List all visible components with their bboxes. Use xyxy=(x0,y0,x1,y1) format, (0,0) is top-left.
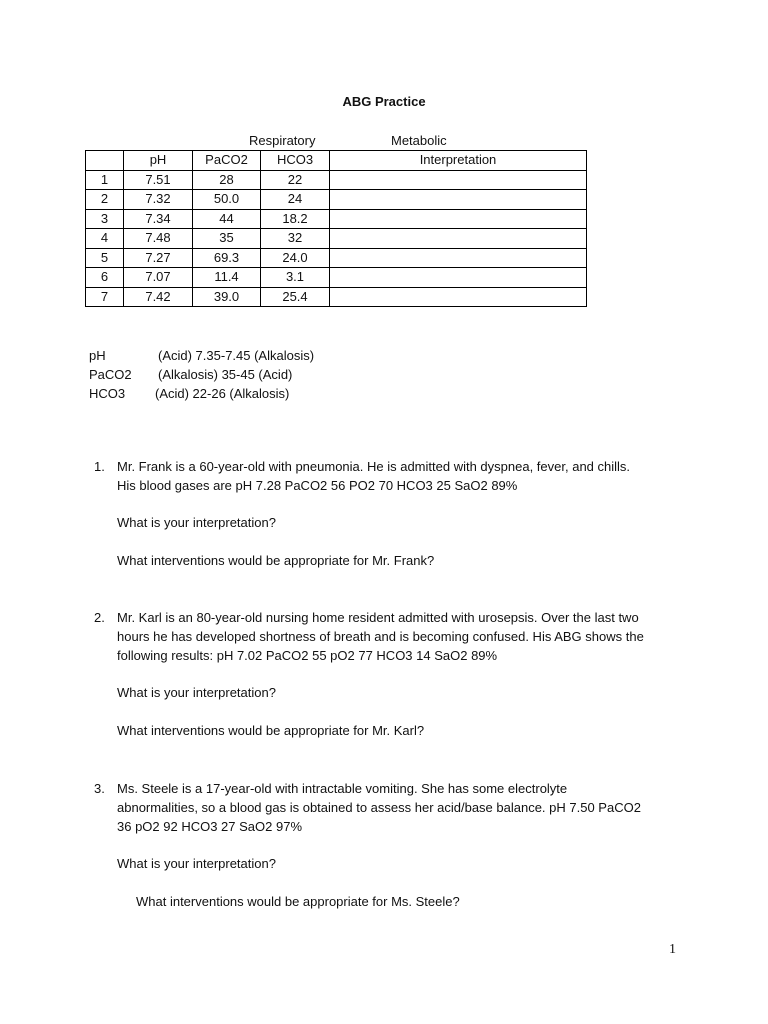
question-line: Mr. Karl is an 80-year-old nursing home resident admitted with urosepsis. Over the last two xyxy=(117,610,639,625)
range-value: (Acid) 22-26 (Alkalosis) xyxy=(155,386,290,401)
ph-cell: 7.48 xyxy=(124,229,193,249)
interventions-prompt: What interventions would be appropriate for Mr. Karl? xyxy=(117,723,425,738)
interpretation-cell xyxy=(330,170,587,190)
question-line: Mr. Frank is a 60-year-old with pneumonia. He is admitted with dyspnea, fever, and chills. xyxy=(117,459,631,474)
column-header-paco2: PaCO2 xyxy=(193,151,261,171)
range-label: HCO3 xyxy=(89,386,126,401)
table-row xyxy=(86,229,587,249)
range-value: (Acid) 7.35-7.45 (Alkalosis) xyxy=(158,348,315,363)
interpretation-prompt: What is your interpretation? xyxy=(117,856,276,871)
column-header-interpretation: Interpretation xyxy=(330,151,587,171)
row-index: 6 xyxy=(86,268,124,288)
respiratory-header: Respiratory xyxy=(249,133,316,148)
hco3-cell: 32 xyxy=(261,229,330,249)
row-index: 2 xyxy=(86,190,124,210)
row-index: 5 xyxy=(86,248,124,268)
paco2-cell: 44 xyxy=(193,209,261,229)
question-text xyxy=(117,779,677,836)
row-index: 7 xyxy=(86,287,124,307)
paco2-cell: 69.3 xyxy=(193,248,261,268)
interpretation-prompt: What is your interpretation? xyxy=(117,685,276,700)
hco3-cell: 18.2 xyxy=(261,209,330,229)
paco2-cell: 28 xyxy=(193,170,261,190)
range-value: (Alkalosis) 35-45 (Acid) xyxy=(158,367,293,382)
question-line: hours he has developed shortness of breath and is becoming confused. His ABG shows the xyxy=(117,629,644,644)
page-number: 1 xyxy=(669,942,676,957)
interpretation-cell xyxy=(330,287,587,307)
question-line: abnormalities, so a blood gas is obtained to assess her acid/base balance. pH 7.50 PaCO2 xyxy=(117,800,641,815)
question-number: 3. xyxy=(94,781,105,796)
table-row xyxy=(86,170,587,190)
range-label: pH xyxy=(89,348,106,363)
question-line: 36 pO2 92 HCO3 27 SaO2 97% xyxy=(117,819,303,834)
ph-cell: 7.32 xyxy=(124,190,193,210)
question-text xyxy=(117,457,677,495)
hco3-cell: 24 xyxy=(261,190,330,210)
ph-cell: 7.07 xyxy=(124,268,193,288)
row-index: 3 xyxy=(86,209,124,229)
interpretation-cell xyxy=(330,209,587,229)
row-index: 4 xyxy=(86,229,124,249)
column-header-index xyxy=(86,151,124,171)
question-text xyxy=(117,608,677,665)
hco3-cell: 3.1 xyxy=(261,268,330,288)
question-line: following results: pH 7.02 PaCO2 55 pO2 77 HCO3 14 SaO2 89% xyxy=(117,648,498,663)
interventions-prompt: What interventions would be appropriate for Mr. Frank? xyxy=(117,553,435,568)
ph-cell: 7.34 xyxy=(124,209,193,229)
table-row xyxy=(86,248,587,268)
abg-table xyxy=(85,150,587,307)
ph-cell: 7.27 xyxy=(124,248,193,268)
table-row xyxy=(86,209,587,229)
ph-cell: 7.51 xyxy=(124,170,193,190)
hco3-cell: 22 xyxy=(261,170,330,190)
column-header-ph: pH xyxy=(124,151,193,171)
interpretation-cell xyxy=(330,190,587,210)
row-index: 1 xyxy=(86,170,124,190)
hco3-cell: 24.0 xyxy=(261,248,330,268)
table-header-row xyxy=(86,151,587,171)
ph-cell: 7.42 xyxy=(124,287,193,307)
table-row xyxy=(86,190,587,210)
paco2-cell: 39.0 xyxy=(193,287,261,307)
question-line: His blood gases are pH 7.28 PaCO2 56 PO2 70 HCO3 25 SaO2 89% xyxy=(117,478,518,493)
metabolic-header: Metabolic xyxy=(391,133,447,148)
question-line: Ms. Steele is a 17-year-old with intractable vomiting. She has some electrolyte xyxy=(117,781,568,796)
question-number: 2. xyxy=(94,610,105,625)
interpretation-cell xyxy=(330,229,587,249)
paco2-cell: 11.4 xyxy=(193,268,261,288)
interpretation-cell xyxy=(330,248,587,268)
interpretation-prompt: What is your interpretation? xyxy=(117,515,276,530)
table-row xyxy=(86,268,587,288)
question-number: 1. xyxy=(94,459,105,474)
document-title: ABG Practice xyxy=(342,94,426,109)
interventions-prompt: What interventions would be appropriate for Ms. Steele? xyxy=(136,894,460,909)
interpretation-cell xyxy=(330,268,587,288)
range-label: PaCO2 xyxy=(89,367,132,382)
table-row xyxy=(86,287,587,307)
paco2-cell: 50.0 xyxy=(193,190,261,210)
column-header-hco3: HCO3 xyxy=(261,151,330,171)
paco2-cell: 35 xyxy=(193,229,261,249)
hco3-cell: 25.4 xyxy=(261,287,330,307)
